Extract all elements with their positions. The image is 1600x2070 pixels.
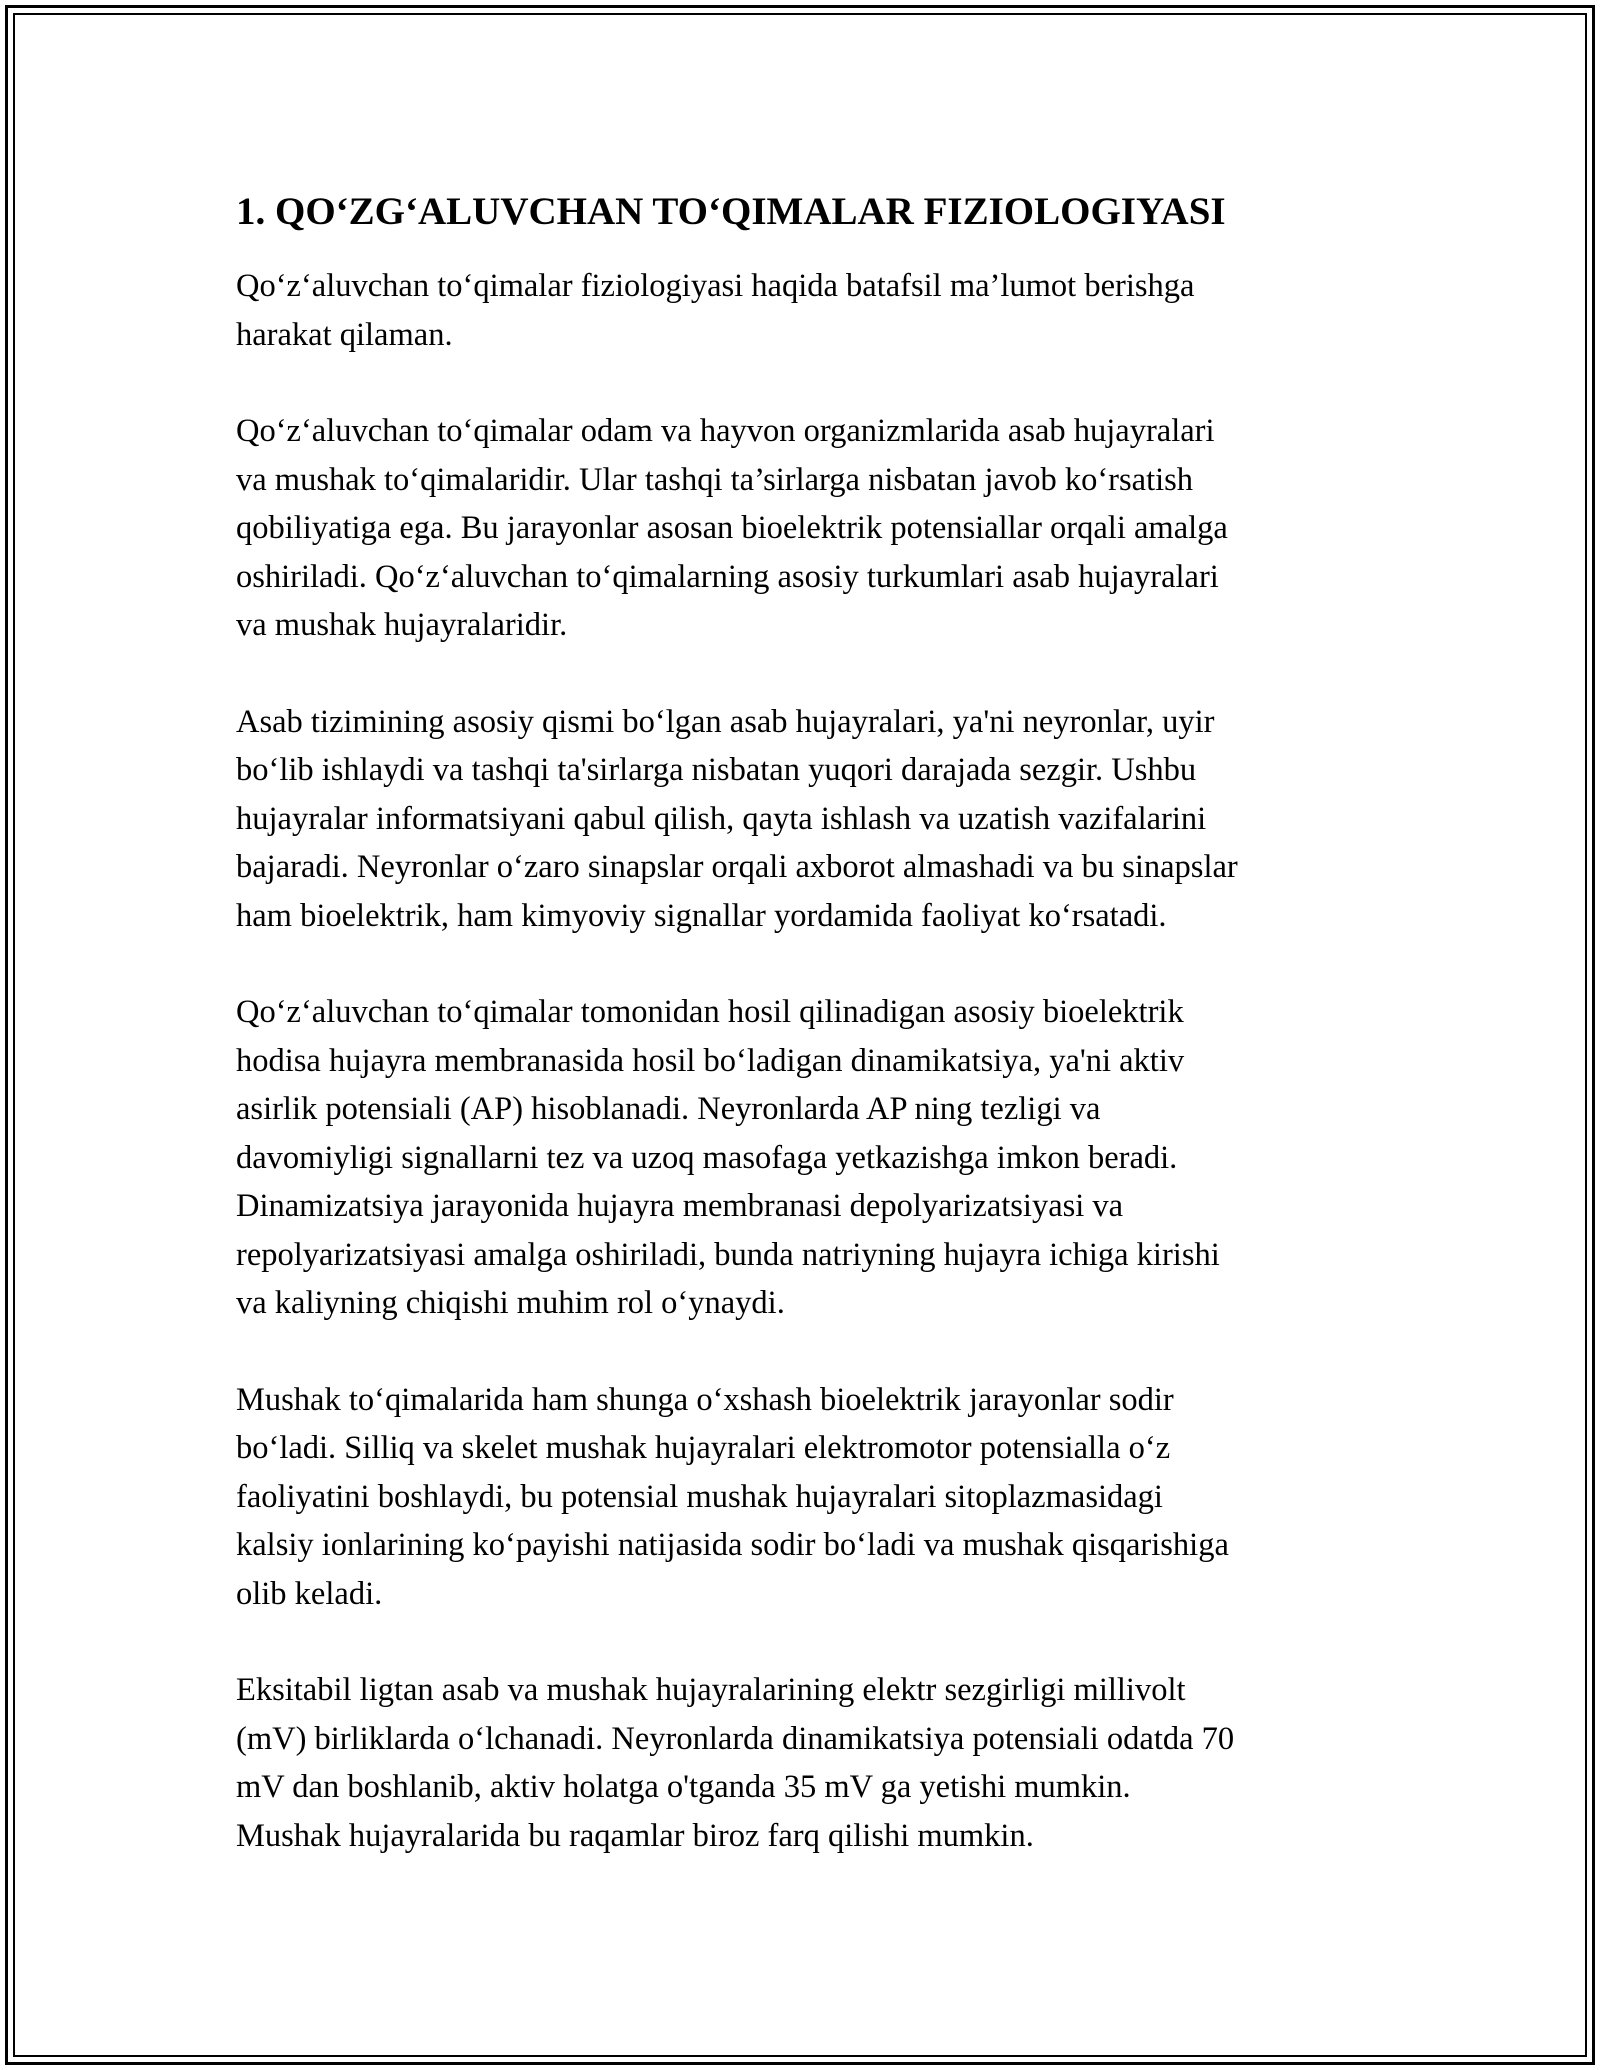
text-line: Qo‘z‘aluvchan to‘qimalar odam va hayvon organizmlarida asab hujayralari [236,413,1215,449]
text-line: bo‘ladi. Silliq va skelet mushak hujayralari elektromotor potensialla o‘z [236,1430,1171,1466]
paragraph-neurons [236,698,1376,941]
text-line: Eksitabil ligtan asab va mushak hujayralarining elektr sezgirligi millivolt [236,1672,1186,1708]
text-line: Qo‘z‘aluvchan to‘qimalar tomonidan hosil qilinadigan asosiy bioelektrik [236,994,1184,1030]
text-line: mV dan boshlanib, aktiv holatga o'tganda 35 mV ga yetishi mumkin. [236,1769,1131,1805]
document-title: 1. QO‘ZG‘ALUVCHAN TO‘QIMALAR FIZIOLOGIYASI [236,190,1226,233]
text-line: asirlik potensiali (AP) hisoblanadi. Neyronlarda AP ning tezligi va [236,1091,1101,1127]
text-line: oshiriladi. Qo‘z‘aluvchan to‘qimalarning asosiy turkumlari asab hujayralari [236,558,1219,595]
text-line: Mushak hujayralarida bu raqamlar biroz farq qilishi mumkin. [236,1817,1034,1854]
text-line: Dinamizatsiya jarayonida hujayra membranasi depolyarizatsiyasi va [236,1188,1124,1224]
text-line: bo‘lib ishlaydi va tashqi ta'sirlarga nisbatan yuqori darajada sezgir. Ushbu [236,752,1197,788]
paragraph-intro [236,262,1376,359]
text-line: olib keladi. [236,1575,383,1612]
text-line: va mushak to‘qimalaridir. Ular tashqi ta’sirlarga nisbatan javob ko‘rsatish [236,461,1194,498]
text-line: Mushak to‘qimalarida ham shunga o‘xshash bioelektrik jarayonlar sodir [236,1381,1174,1418]
text-line: Qo‘z‘aluvchan to‘qimalar fiziologiyasi haqida batafsil ma’lumot berishga [236,268,1195,304]
paragraph-muscle-tissue [236,1376,1376,1619]
text-line: faoliyatini boshlaydi, bu potensial mushak hujayralari sitoplazmasidagi [236,1478,1163,1515]
text-line: hodisa hujayra membranasida hosil bo‘ladigan dinamikatsiya, ya'ni aktiv [236,1042,1185,1079]
text-line: ham bioelektrik, ham kimyoviy signallar yordamida faoliyat ko‘rsatadi. [236,897,1167,934]
text-line: bajaradi. Neyronlar o‘zaro sinapslar orqali axborot almashadi va bu sinapslar [236,849,1238,885]
paragraph-excitable-tissues [236,407,1376,650]
text-line: Asab tizimining asosiy qismi bo‘lgan asab hujayralari, ya'ni neyronlar, uyir [236,703,1215,740]
text-line: repolyarizatsiyasi amalga oshiriladi, bunda natriyning hujayra ichiga kirishi [236,1236,1220,1273]
text-line: kalsiy ionlarining ko‘payishi natijasida sodir bo‘ladi va mushak qisqarishiga [236,1527,1229,1563]
text-line: qobiliyatiga ega. Bu jarayonlar asosan bioelektrik potensiallar orqali amalga [236,510,1228,546]
text-line: va mushak hujayralaridir. [236,607,568,643]
document-body [236,186,1376,1908]
text-line: va kaliyning chiqishi muhim rol o‘ynaydi. [236,1285,785,1321]
text-line: davomiyligi signallarni tez va uzoq masofaga yetkazishga imkon beradi. [236,1139,1178,1176]
text-line: (mV) birliklarda o‘lchanadi. Neyronlarda dinamikatsiya potensiali odatda 70 [236,1720,1235,1757]
text-line: hujayralar informatsiyani qabul qilish, qayta ishlash va uzatish vazifalarini [236,800,1207,837]
paragraph-action-potential [236,988,1376,1328]
text-line: harakat qilaman. [236,316,453,353]
paragraph-measurement [236,1666,1376,1860]
